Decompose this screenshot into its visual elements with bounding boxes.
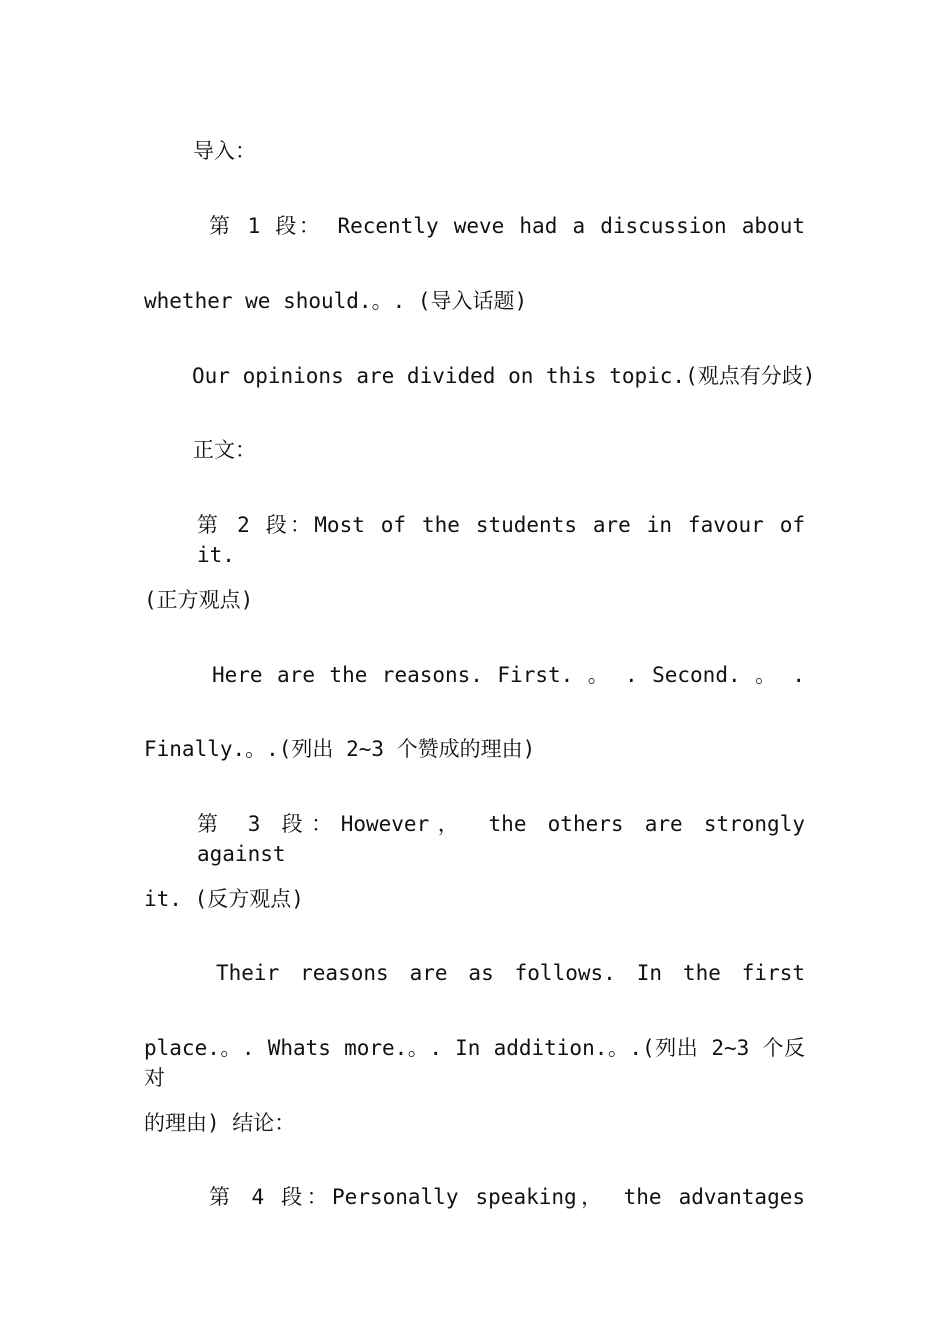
heading-body: 正文： bbox=[193, 438, 256, 462]
heading-intro: 导入： bbox=[193, 139, 256, 163]
paragraph-3-line-1: 第 3 段：However， the others are strongly against bbox=[197, 812, 805, 866]
paragraph-3-line-4: place.。. Whats more.。. In addition.。.(列出 2~3 个反对 bbox=[144, 1036, 805, 1090]
paragraph-3-line-3: Their reasons are as follows. In the first bbox=[216, 961, 805, 985]
paragraph-1-line-2: whether we should.。. (导入话题) bbox=[144, 289, 528, 313]
paragraph-2-line-4: Finally.。.(列出 2~3 个赞成的理由) bbox=[144, 737, 536, 761]
paragraph-1-line-1: 第 1 段： Recently weve had a discussion about bbox=[209, 214, 805, 238]
paragraph-3-line-2: it. (反方观点) bbox=[144, 887, 304, 911]
paragraph-2-line-1: 第 2 段：Most of the students are in favour of it. bbox=[197, 513, 805, 567]
paragraph-2-line-3: Here are the reasons. First. 。 . Second. 。 . bbox=[212, 663, 805, 687]
paragraph-2-line-2: (正方观点) bbox=[144, 588, 254, 612]
paragraph-3-line-5: 的理由) 结论： bbox=[144, 1111, 296, 1135]
paragraph-4-line-1: 第 4 段：Personally speaking， the advantages bbox=[209, 1185, 805, 1209]
paragraph-1-line-3: Our opinions are divided on this topic.(观点有分歧) bbox=[192, 364, 816, 388]
